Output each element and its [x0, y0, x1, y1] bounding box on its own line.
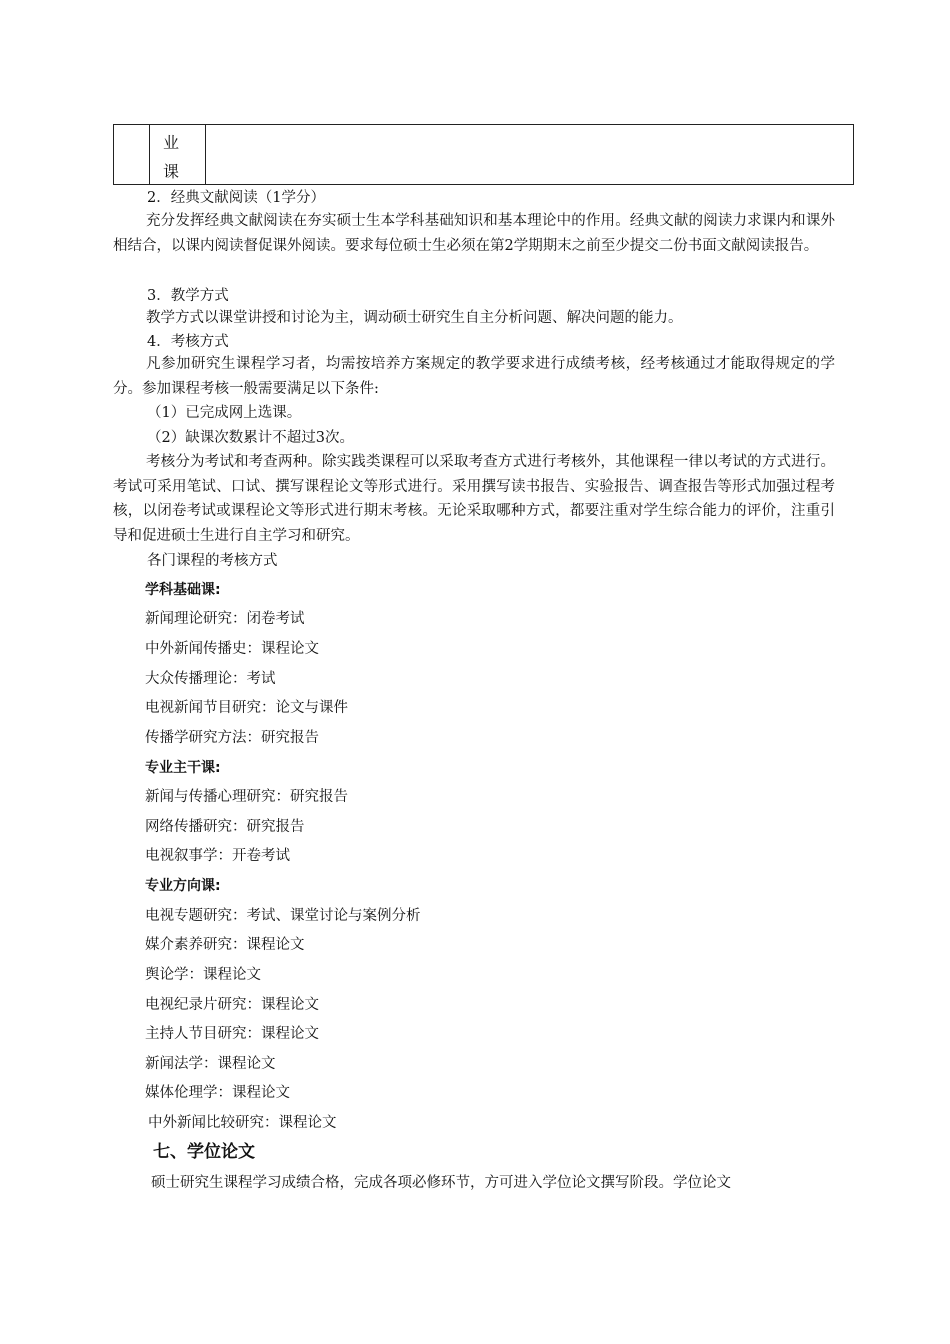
- section-heading-thesis: 七、学位论文: [153, 1142, 255, 1162]
- assessment-paragraph: 凡参加研究生课程学习者，均需按培养方案规定的教学要求进行成绩考核，经考核通过才能取得规定的学分。参加课程考核一般需要满足以下条件:: [113, 356, 835, 397]
- course-item: 新闻与传播心理研究：研究报告: [145, 789, 348, 805]
- assessment-heading: 4．考核方式: [147, 334, 229, 350]
- course-item: 电视专题研究：考试、课堂讨论与案例分析: [145, 908, 421, 924]
- teaching-heading: 3．教学方式: [147, 288, 229, 304]
- course-methods-title: 各门课程的考核方式: [147, 553, 278, 569]
- course-item: 网络传播研究：研究报告: [145, 819, 305, 835]
- table-cell-char: 业: [163, 133, 180, 152]
- course-item: 中外新闻传播史：课程论文: [145, 641, 319, 657]
- course-item: 电视叙事学：开卷考试: [145, 848, 290, 864]
- course-item: 传播学研究方法：研究报告: [145, 730, 319, 746]
- condition-item: （1）已完成网上选课。: [147, 405, 302, 421]
- thesis-paragraph: 硕士研究生课程学习成绩合格，完成各项必修环节，方可进入学位论文撰写阶段。学位论文: [151, 1175, 731, 1191]
- reading-heading: 2．经典文献阅读（1学分）: [147, 190, 325, 206]
- reading-paragraph: 充分发挥经典文献阅读在夯实硕士生本学科基础知识和基本理论中的作用。经典文献的阅读力求课内和课外相结合，以课内阅读督促课外阅读。要求每位硕士生必须在第2学期期末之前至少提交二份书面文献阅读报告。: [113, 213, 835, 254]
- assessment-detail-paragraph: 考核分为考试和考查两种。除实践类课程可以采取考查方式进行考核外，其他课程一律以考试的方式进行。考试可采用笔试、口试、撰写课程论文等形式进行。采用撰写读书报告、实验报告、调查报告等形式加强过程考核，以闭卷考试或课程论文等形式进行期末考核。无论采取哪种方式，都要注重对学生综合能力的评价，注重引导和促进硕士生进行自主学习和研究。: [113, 454, 835, 544]
- table-cell-char: 课: [163, 162, 180, 181]
- course-item: 媒介素养研究：课程论文: [145, 937, 305, 953]
- course-item: 电视新闻节目研究：论文与课件: [145, 700, 348, 716]
- course-item: 主持人节目研究：课程论文: [145, 1026, 319, 1042]
- course-group-title: 专业主干课:: [145, 760, 221, 776]
- course-item: 新闻法学：课程论文: [145, 1056, 276, 1072]
- course-item: 中外新闻比较研究：课程论文: [148, 1115, 337, 1131]
- table-cell-empty: [114, 125, 150, 184]
- course-item: 电视纪录片研究：课程论文: [145, 997, 319, 1013]
- table-cell-category: [150, 125, 206, 184]
- course-group-title: 学科基础课:: [145, 582, 221, 598]
- course-table-fragment: [113, 124, 854, 185]
- condition-item: （2）缺课次数累计不超过3次。: [147, 430, 354, 446]
- teaching-paragraph: 教学方式以课堂讲授和讨论为主，调动硕士研究生自主分析问题、解决问题的能力。: [146, 310, 683, 326]
- course-item: 新闻理论研究：闭卷考试: [145, 611, 305, 627]
- course-item: 大众传播理论：考试: [145, 671, 276, 687]
- course-item: 舆论学：课程论文: [145, 967, 261, 983]
- course-item: 媒体伦理学：课程论文: [145, 1085, 290, 1101]
- course-group-title: 专业方向课:: [145, 878, 221, 894]
